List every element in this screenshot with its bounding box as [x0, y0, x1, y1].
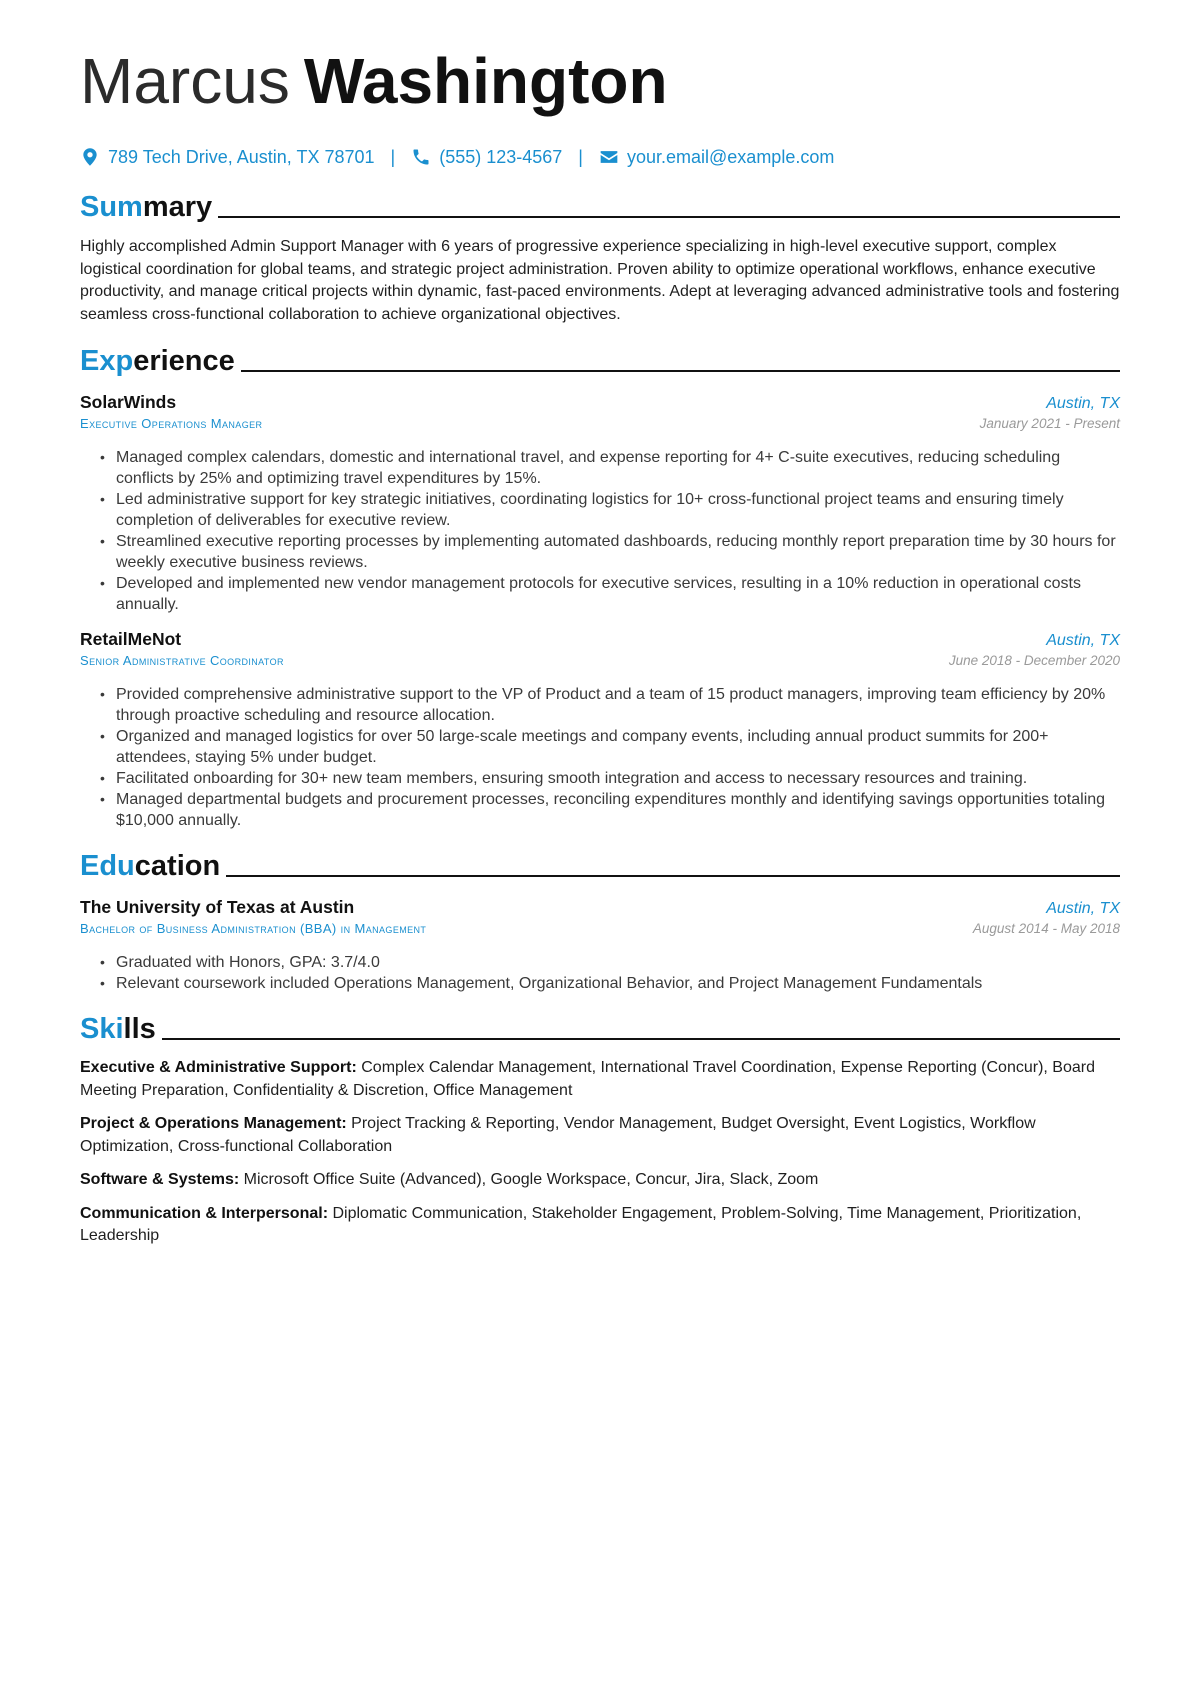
- email-link[interactable]: your.email@example.com: [626, 146, 835, 167]
- section-divider: [162, 1038, 1120, 1040]
- school-name: The University of Texas at Austin: [80, 897, 355, 917]
- degree-title: Bachelor of Business Administration (BBA) in Management: [80, 921, 427, 936]
- section-title: [80, 849, 220, 883]
- job-entry: [80, 629, 1120, 831]
- school-location: Austin, TX: [1046, 900, 1120, 917]
- title-accent: Ski: [80, 1013, 124, 1045]
- skill-value: Diplomatic Communication, Stakeholder Engagement, Problem-Solving, Time Management, Prioritization, Leadership: [80, 1204, 1082, 1244]
- list-item: • Provided comprehensive administrative support to the VP of Product and a team of 15 product managers, improving team efficiency by 20% through proactive scheduling and resource allocation.: [116, 684, 1120, 726]
- section-divider: [218, 216, 1120, 218]
- list-item: • Relevant coursework included Operations Management, Organizational Behavior, and Project Management Fundamentals: [116, 973, 1120, 994]
- job-location: Austin, TX: [1046, 632, 1120, 649]
- job-bullets: [80, 447, 1120, 615]
- education-heading: [80, 849, 1120, 883]
- skill-label: Executive & Administrative Support:: [80, 1059, 357, 1076]
- company-name: SolarWinds: [80, 392, 177, 412]
- list-item: • Developed and implemented new vendor management protocols for executive services, resulting in a 10% reduction in operational costs annually.: [116, 573, 1120, 615]
- contact-separator: |: [578, 146, 583, 167]
- job-bullets: [80, 684, 1120, 831]
- list-item: • Managed departmental budgets and procurement processes, reconciling expenditures monthly and identifying savings opportunities totaling $10,000 annually.: [116, 789, 1120, 831]
- list-item: • Facilitated onboarding for 30+ new team members, ensuring smooth integration and access to necessary resources and training.: [116, 768, 1120, 789]
- summary-text: Highly accomplished Admin Support Manager with 6 years of progressive experience specializing in high-level executive support, complex logistical coordination for global teams, and strategic project administration. Proven ability to optimize operational workflows, enhance executive productivity, and manage critical projects within dynamic, fast-paced environments. Adept at leveraging advanced administrative tools and fostering seamless cross-functional collaboration to achieve organizational objectives.: [80, 238, 1120, 323]
- skill-group: [80, 1057, 1120, 1102]
- envelope-icon: [599, 147, 619, 167]
- title-rest: mary: [142, 191, 213, 223]
- skill-group: [80, 1169, 1120, 1192]
- section-divider: [241, 370, 1120, 372]
- job-dates: January 2021 - Present: [979, 416, 1120, 431]
- title-accent: Edu: [80, 850, 135, 882]
- summary-heading: [80, 190, 1120, 224]
- education-bullets: [80, 952, 1120, 994]
- job-entry: [80, 392, 1120, 615]
- job-location: Austin, TX: [1046, 395, 1120, 412]
- candidate-name: [80, 40, 1120, 122]
- contact-bar: [80, 142, 1120, 172]
- skill-label: Project & Operations Management:: [80, 1115, 347, 1132]
- title-rest: lls: [123, 1013, 156, 1045]
- section-title: [80, 190, 212, 224]
- job-dates: June 2018 - December 2020: [948, 653, 1120, 668]
- section-divider: [226, 875, 1120, 877]
- list-item: • Organized and managed logistics for over 50 large-scale meetings and company events, including annual product summits for 200+ attendees, staying 5% under budget.: [116, 726, 1120, 768]
- skills-heading: [80, 1012, 1120, 1046]
- skill-group: [80, 1203, 1120, 1248]
- skill-value: Project Tracking & Reporting, Vendor Management, Budget Oversight, Event Logistics, Workflow Optimization, Cross-functional Collaboration: [80, 1115, 1036, 1155]
- list-item: • Streamlined executive reporting processes by implementing automated dashboards, reducing monthly report preparation time by 30 hours for weekly executive business reviews.: [116, 531, 1120, 573]
- list-item: • Graduated with Honors, GPA: 3.7/4.0: [116, 952, 1120, 973]
- company-name: RetailMeNot: [80, 629, 182, 649]
- skill-value: Complex Calendar Management, International Travel Coordination, Expense Reporting (Concur), Board Meeting Preparation, Confidentiality & Discretion, Office Management: [80, 1059, 1095, 1099]
- contact-separator: |: [390, 146, 396, 167]
- section-title: [80, 1012, 156, 1046]
- title-rest: erience: [133, 345, 235, 377]
- map-pin-icon: [80, 147, 100, 167]
- section-title: [80, 344, 235, 378]
- list-item: • Managed complex calendars, domestic and international travel, and expense reporting for 4+ C-suite executives, reducing scheduling conflicts by 25% and optimizing travel expenditures by 15%.: [116, 447, 1120, 489]
- list-item: • Led administrative support for key strategic initiatives, coordinating logistics for 10+ cross-functional project teams and ensuring timely completion of deliverables for executive review.: [116, 489, 1120, 531]
- skill-label: Communication & Interpersonal:: [80, 1204, 329, 1222]
- skill-label: Software & Systems:: [80, 1171, 240, 1188]
- education-dates: August 2014 - May 2018: [972, 921, 1120, 936]
- job-title: Senior Administrative Coordinator: [80, 653, 284, 668]
- education-entry: [80, 897, 1120, 994]
- title-rest: cation: [134, 850, 221, 882]
- last-name: Washington: [303, 45, 668, 117]
- phone-icon: [411, 147, 431, 167]
- first-name: Marcus: [80, 45, 290, 117]
- skill-value: Microsoft Office Suite (Advanced), Google Workspace, Concur, Jira, Slack, Zoom: [243, 1171, 819, 1188]
- resume-page: [80, 0, 1120, 1248]
- address-text: 789 Tech Drive, Austin, TX 78701: [108, 146, 375, 167]
- title-accent: Sum: [80, 191, 143, 223]
- skill-group: [80, 1113, 1120, 1158]
- title-accent: Exp: [80, 345, 134, 377]
- job-title: Executive Operations Manager: [80, 416, 263, 431]
- phone-text[interactable]: (555) 123-4567: [439, 146, 563, 167]
- experience-heading: [80, 344, 1120, 378]
